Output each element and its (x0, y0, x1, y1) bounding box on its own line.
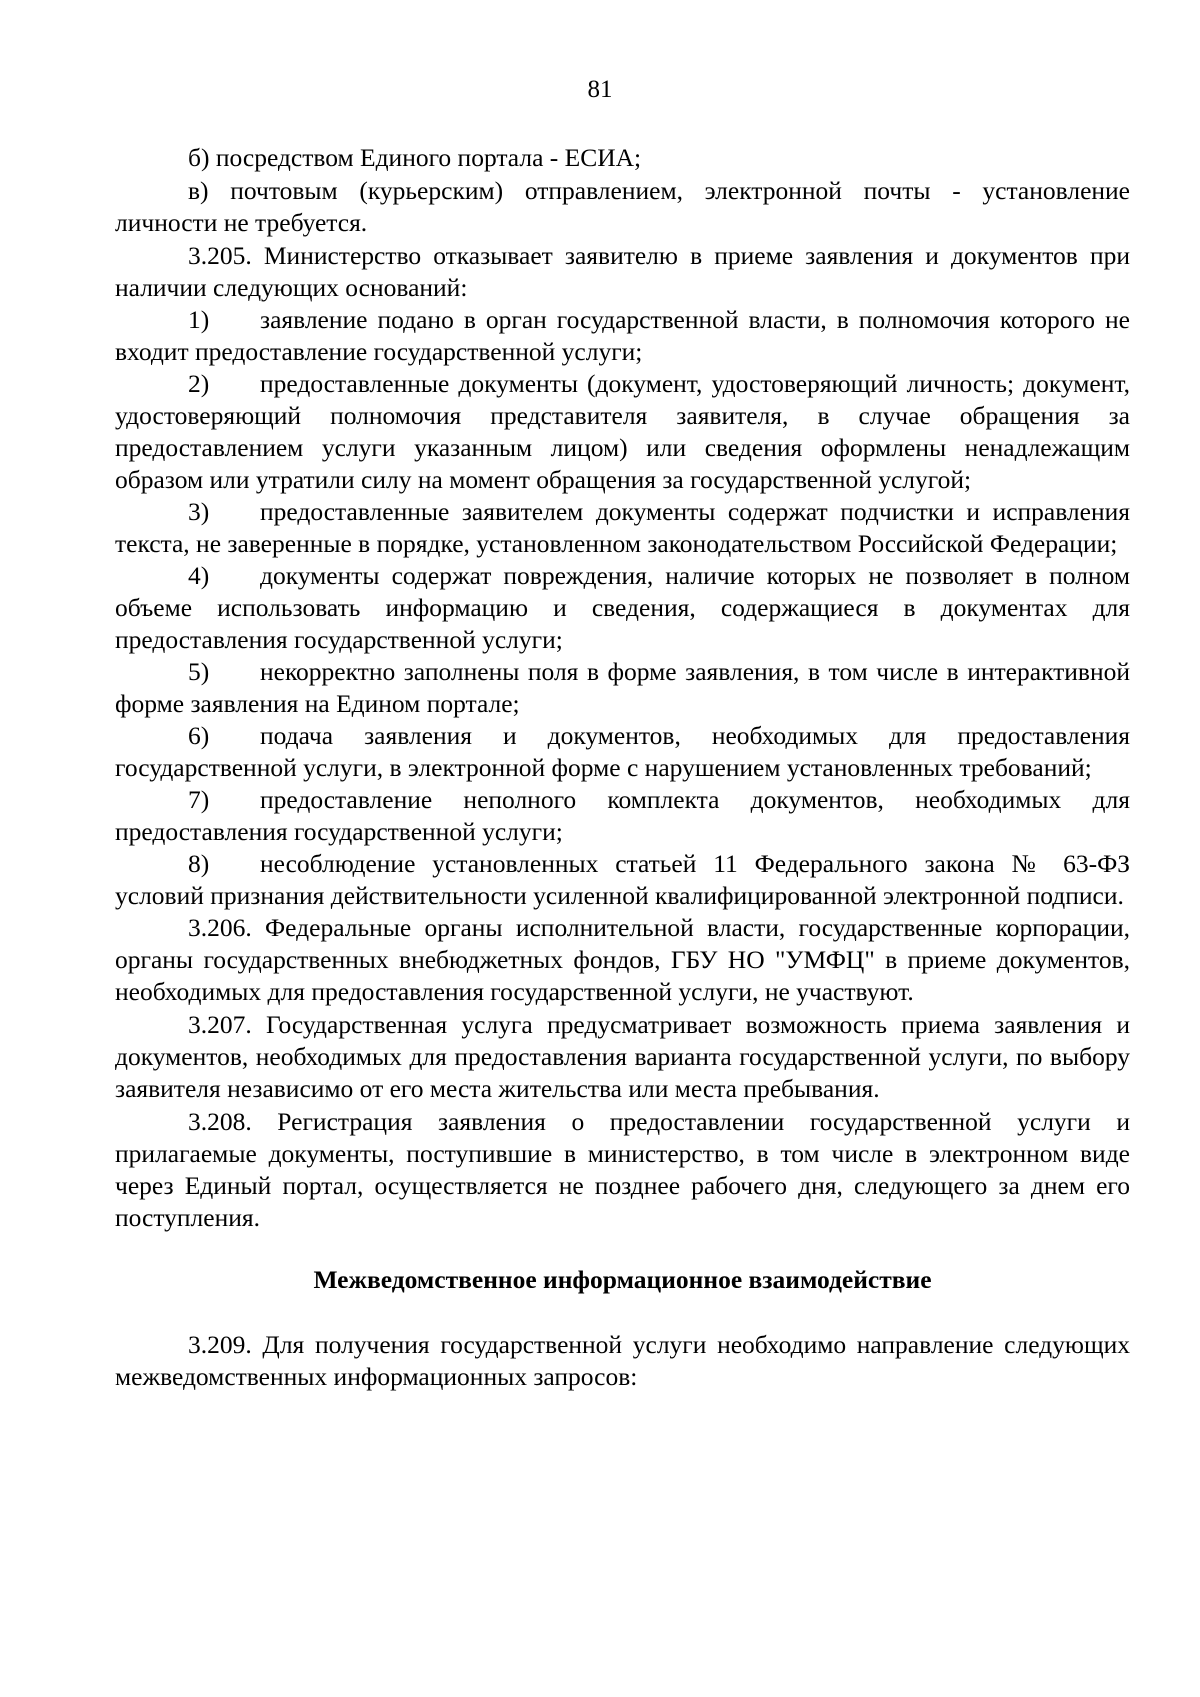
list-item-text: некорректно заполнены поля в форме заявления, в том числе в интерактивной форме заявления на Едином портале; (115, 657, 1130, 718)
list-item (115, 368, 1130, 496)
list-item-number: 3) (188, 497, 210, 526)
list-item (115, 784, 1130, 848)
page-number: 81 (587, 76, 613, 103)
list-item-number: 8) (188, 849, 210, 878)
list-item-text: предоставленные документы (документ, удостоверяющий личность; документ, удостоверяющий полномочия представителя заявителя, в случае обращения за предоставлением услуги указанным лицом) или сведения оформлены ненадлежащим образом или утратили силу на момент обращения за государственной услугой; (115, 369, 1130, 494)
list-item-number: 1) (188, 305, 210, 334)
list-item-number: 7) (188, 785, 210, 814)
section-heading: Межведомственное информационное взаимодействие (313, 1265, 932, 1294)
list-item-text: несоблюдение установленных статьей 11 Федерального закона № 63-ФЗ условий признания действительности усиленной квалифицированной электронной подписи. (115, 849, 1130, 910)
list-item-number: 4) (188, 561, 210, 590)
list-item (115, 848, 1130, 912)
paragraph-postal: в) почтовым (курьерским) отправлением, электронной почты - установление личности не требуется. (115, 176, 1130, 237)
document-body (115, 142, 1130, 1393)
paragraph-3-209: 3.209. Для получения государственной услуги необходимо направление следующих межведомственных информационных запросов: (115, 1330, 1130, 1391)
list-item-number: 2) (188, 369, 210, 398)
list-item (115, 496, 1130, 560)
paragraph-esia: б) посредством Единого портала - ЕСИА; (188, 143, 642, 172)
list-item (115, 656, 1130, 720)
list-item-text: подача заявления и документов, необходимых для предоставления государственной услуги, в электронной форме с нарушением установленных требований; (115, 721, 1130, 782)
list-item-text: предоставленные заявителем документы содержат подчистки и исправления текста, не заверенные в порядке, установленном законодательством Российской Федерации; (115, 497, 1130, 558)
grounds-list (115, 304, 1130, 912)
paragraph-3-208: 3.208. Регистрация заявления о предоставлении государственной услуги и прилагаемые документы, поступившие в министерство, в том числе в электронном виде через Единый портал, осуществляется не позднее рабочего дня, следующего за днем его поступления. (115, 1107, 1130, 1232)
list-item (115, 560, 1130, 656)
paragraph-3-207: 3.207. Государственная услуга предусматривает возможность приема заявления и документов, необходимых для предоставления варианта государственной услуги, по выбору заявителя независимо от его места жительства или места пребывания. (115, 1010, 1130, 1103)
paragraph-3-206: 3.206. Федеральные органы исполнительной власти, государственные корпорации, органы государственных внебюджетных фондов, ГБУ НО "УМФЦ" в приеме документов, необходимых для предоставления государственной услуги, не участвуют. (115, 913, 1130, 1006)
list-item-text: заявление подано в орган государственной власти, в полномочия которого не входит предоставление государственной услуги; (115, 305, 1130, 366)
list-item (115, 720, 1130, 784)
list-item-number: 5) (188, 657, 210, 686)
list-item-text: документы содержат повреждения, наличие которых не позволяет в полном объеме использовать информацию и сведения, содержащиеся в документах для предоставления государственной услуги; (115, 561, 1130, 654)
list-item-number: 6) (188, 721, 210, 750)
paragraph-3-205: 3.205. Министерство отказывает заявителю в приеме заявления и документов при наличии следующих оснований: (115, 241, 1130, 302)
list-item-text: предоставление неполного комплекта документов, необходимых для предоставления государственной услуги; (115, 785, 1130, 846)
list-item (115, 304, 1130, 368)
